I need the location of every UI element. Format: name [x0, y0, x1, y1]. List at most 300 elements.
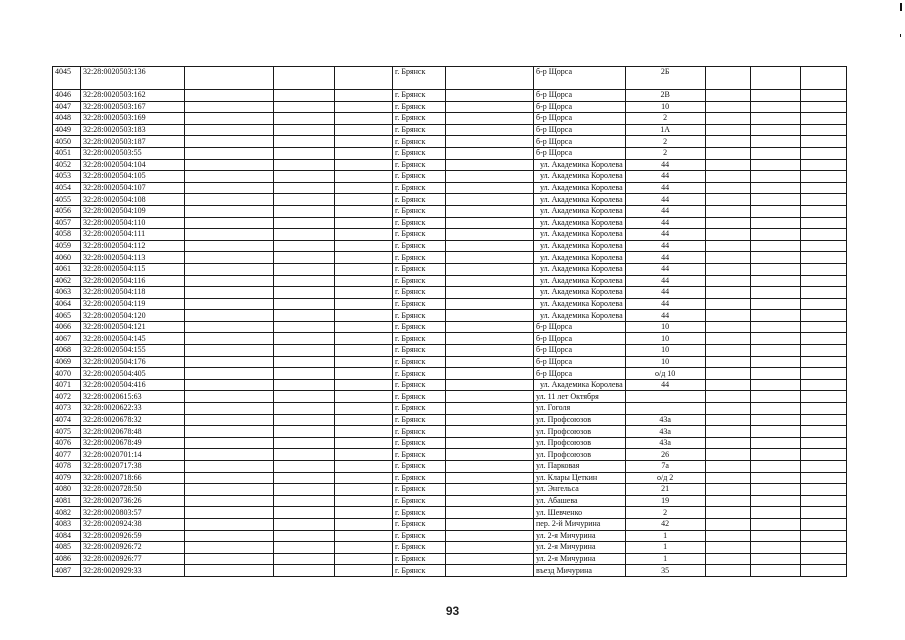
city-cell: г. Брянск: [393, 263, 446, 275]
empty-cell: [750, 542, 800, 554]
house-number-cell: 44: [625, 263, 705, 275]
cadastral-number: 32:28:0020736:26: [81, 495, 185, 507]
empty-cell: [274, 379, 335, 391]
empty-cell: [274, 252, 335, 264]
empty-cell: [705, 333, 750, 345]
empty-cell: [335, 159, 393, 171]
house-number-cell: 19: [625, 495, 705, 507]
empty-cell: [446, 437, 534, 449]
empty-cell: [446, 321, 534, 333]
empty-cell: [705, 194, 750, 206]
table-row: [53, 171, 847, 183]
city-cell: г. Брянск: [393, 182, 446, 194]
house-number-cell: 35: [625, 565, 705, 577]
empty-cell: [335, 507, 393, 519]
cadastral-number: 32:28:0020924:38: [81, 518, 185, 530]
street-cell: ул. Профсоюзов: [534, 437, 626, 449]
city-cell: г. Брянск: [393, 379, 446, 391]
empty-cell: [335, 205, 393, 217]
city-cell: г. Брянск: [393, 113, 446, 125]
empty-cell: [705, 113, 750, 125]
empty-cell: [335, 124, 393, 136]
empty-cell: [446, 287, 534, 299]
street-cell: ул. Академика Королева: [534, 229, 626, 241]
empty-cell: [274, 426, 335, 438]
empty-cell: [274, 229, 335, 241]
street-cell: ул. Академика Королева: [534, 217, 626, 229]
row-number: 4070: [53, 368, 81, 380]
empty-cell: [705, 101, 750, 113]
empty-cell: [335, 298, 393, 310]
empty-cell: [800, 194, 846, 206]
cadastral-number: 32:28:0020504:120: [81, 310, 185, 322]
row-number: 4077: [53, 449, 81, 461]
house-number-cell: 44: [625, 240, 705, 252]
cadastral-number: 32:28:0020926:59: [81, 530, 185, 542]
table-row: [53, 275, 847, 287]
house-number-cell: 1А: [625, 124, 705, 136]
empty-cell: [446, 518, 534, 530]
empty-cell: [705, 240, 750, 252]
empty-cell: [800, 252, 846, 264]
house-number-cell: 43а: [625, 437, 705, 449]
empty-cell: [185, 205, 274, 217]
empty-cell: [446, 310, 534, 322]
empty-cell: [800, 403, 846, 415]
house-number-cell: 2В: [625, 90, 705, 102]
table-row: [53, 530, 847, 542]
empty-cell: [446, 333, 534, 345]
empty-cell: [705, 565, 750, 577]
empty-cell: [335, 391, 393, 403]
empty-cell: [335, 321, 393, 333]
empty-cell: [274, 530, 335, 542]
city-cell: г. Брянск: [393, 518, 446, 530]
street-cell: б-р Щорса: [534, 113, 626, 125]
row-number: 4073: [53, 403, 81, 415]
empty-cell: [185, 67, 274, 90]
table-row: [53, 345, 847, 357]
empty-cell: [750, 321, 800, 333]
row-number: 4085: [53, 542, 81, 554]
cadastral-number: 32:28:0020503:169: [81, 113, 185, 125]
empty-cell: [274, 472, 335, 484]
house-number-cell: [625, 403, 705, 415]
street-cell: ул. Академика Королева: [534, 298, 626, 310]
table-row: [53, 403, 847, 415]
empty-cell: [185, 518, 274, 530]
street-cell: б-р Щорса: [534, 147, 626, 159]
cadastral-number: 32:28:0020615:63: [81, 391, 185, 403]
house-number-cell: о/д 10: [625, 368, 705, 380]
city-cell: г. Брянск: [393, 414, 446, 426]
empty-cell: [800, 263, 846, 275]
empty-cell: [446, 263, 534, 275]
house-number-cell: 1: [625, 553, 705, 565]
city-cell: г. Брянск: [393, 310, 446, 322]
empty-cell: [705, 379, 750, 391]
empty-cell: [800, 553, 846, 565]
house-number-cell: 44: [625, 159, 705, 171]
empty-cell: [750, 449, 800, 461]
house-number-cell: 26: [625, 449, 705, 461]
scan-edge-mark: [900, 3, 902, 11]
cadastral-number: 32:28:0020504:115: [81, 263, 185, 275]
house-number-cell: 43а: [625, 426, 705, 438]
street-cell: ул. Академика Королева: [534, 205, 626, 217]
house-number-cell: 21: [625, 484, 705, 496]
cadastral-number: 32:28:0020504:155: [81, 345, 185, 357]
empty-cell: [335, 379, 393, 391]
empty-cell: [274, 437, 335, 449]
empty-cell: [705, 205, 750, 217]
empty-cell: [335, 484, 393, 496]
empty-cell: [274, 310, 335, 322]
empty-cell: [274, 553, 335, 565]
empty-cell: [185, 90, 274, 102]
cadastral-number: 32:28:0020504:105: [81, 171, 185, 183]
registry-table: [52, 66, 847, 577]
cadastral-number: 32:28:0020503:183: [81, 124, 185, 136]
empty-cell: [274, 414, 335, 426]
empty-cell: [335, 113, 393, 125]
city-cell: г. Брянск: [393, 449, 446, 461]
empty-cell: [705, 124, 750, 136]
street-cell: ул. Профсоюзов: [534, 449, 626, 461]
street-cell: ул. Парковая: [534, 461, 626, 473]
empty-cell: [750, 217, 800, 229]
house-number-cell: 1: [625, 530, 705, 542]
empty-cell: [274, 194, 335, 206]
street-cell: б-р Щорса: [534, 101, 626, 113]
empty-cell: [274, 147, 335, 159]
empty-cell: [800, 542, 846, 554]
table-row: [53, 252, 847, 264]
empty-cell: [446, 205, 534, 217]
empty-cell: [185, 182, 274, 194]
empty-cell: [705, 484, 750, 496]
row-number: 4065: [53, 310, 81, 322]
empty-cell: [185, 263, 274, 275]
empty-cell: [750, 275, 800, 287]
row-number: 4059: [53, 240, 81, 252]
empty-cell: [705, 275, 750, 287]
registry-table-body: [53, 67, 847, 577]
row-number: 4064: [53, 298, 81, 310]
empty-cell: [750, 333, 800, 345]
empty-cell: [446, 229, 534, 241]
house-number-cell: 44: [625, 205, 705, 217]
city-cell: г. Брянск: [393, 298, 446, 310]
cadastral-number: 32:28:0020504:116: [81, 275, 185, 287]
empty-cell: [750, 101, 800, 113]
empty-cell: [185, 565, 274, 577]
empty-cell: [800, 437, 846, 449]
city-cell: г. Брянск: [393, 229, 446, 241]
table-row: [53, 333, 847, 345]
empty-cell: [446, 345, 534, 357]
empty-cell: [705, 426, 750, 438]
empty-cell: [274, 542, 335, 554]
row-number: 4054: [53, 182, 81, 194]
empty-cell: [446, 379, 534, 391]
empty-cell: [750, 391, 800, 403]
empty-cell: [750, 124, 800, 136]
empty-cell: [750, 530, 800, 542]
empty-cell: [750, 252, 800, 264]
cadastral-number: 32:28:0020504:118: [81, 287, 185, 299]
table-row: [53, 321, 847, 333]
empty-cell: [800, 368, 846, 380]
table-row: [53, 298, 847, 310]
table-row: [53, 101, 847, 113]
empty-cell: [750, 240, 800, 252]
empty-cell: [185, 426, 274, 438]
empty-cell: [335, 333, 393, 345]
table-row: [53, 159, 847, 171]
cadastral-number: 32:28:0020504:145: [81, 333, 185, 345]
empty-cell: [185, 507, 274, 519]
city-cell: г. Брянск: [393, 205, 446, 217]
empty-cell: [274, 391, 335, 403]
cadastral-number: 32:28:0020926:72: [81, 542, 185, 554]
empty-cell: [446, 565, 534, 577]
empty-cell: [800, 287, 846, 299]
row-number: 4080: [53, 484, 81, 496]
empty-cell: [274, 333, 335, 345]
empty-cell: [185, 542, 274, 554]
empty-cell: [750, 368, 800, 380]
cadastral-number: 32:28:0020728:50: [81, 484, 185, 496]
city-cell: г. Брянск: [393, 217, 446, 229]
empty-cell: [705, 217, 750, 229]
house-number-cell: 2: [625, 507, 705, 519]
empty-cell: [185, 275, 274, 287]
empty-cell: [800, 136, 846, 148]
cadastral-number: 32:28:0020678:49: [81, 437, 185, 449]
empty-cell: [750, 345, 800, 357]
city-cell: г. Брянск: [393, 484, 446, 496]
cadastral-number: 32:28:0020504:176: [81, 356, 185, 368]
empty-cell: [185, 437, 274, 449]
empty-cell: [705, 298, 750, 310]
empty-cell: [185, 356, 274, 368]
city-cell: г. Брянск: [393, 240, 446, 252]
empty-cell: [274, 217, 335, 229]
table-row: [53, 426, 847, 438]
cadastral-number: 32:28:0020504:111: [81, 229, 185, 241]
house-number-cell: 10: [625, 321, 705, 333]
street-cell: ул. 11 лет Октября: [534, 391, 626, 403]
empty-cell: [446, 136, 534, 148]
city-cell: г. Брянск: [393, 171, 446, 183]
city-cell: г. Брянск: [393, 252, 446, 264]
empty-cell: [185, 472, 274, 484]
cadastral-number: 32:28:0020717:38: [81, 461, 185, 473]
street-cell: ул. Энгельса: [534, 484, 626, 496]
empty-cell: [800, 67, 846, 90]
empty-cell: [274, 124, 335, 136]
empty-cell: [335, 67, 393, 90]
empty-cell: [705, 182, 750, 194]
row-number: 4051: [53, 147, 81, 159]
empty-cell: [705, 414, 750, 426]
empty-cell: [274, 263, 335, 275]
city-cell: г. Брянск: [393, 391, 446, 403]
empty-cell: [185, 240, 274, 252]
empty-cell: [750, 553, 800, 565]
empty-cell: [705, 147, 750, 159]
table-row: [53, 310, 847, 322]
empty-cell: [185, 553, 274, 565]
empty-cell: [335, 101, 393, 113]
house-number-cell: 44: [625, 287, 705, 299]
city-cell: г. Брянск: [393, 194, 446, 206]
empty-cell: [274, 182, 335, 194]
empty-cell: [335, 461, 393, 473]
empty-cell: [800, 90, 846, 102]
empty-cell: [274, 495, 335, 507]
empty-cell: [185, 449, 274, 461]
scan-edge-mark: [900, 34, 901, 37]
street-cell: ул. Профсоюзов: [534, 426, 626, 438]
empty-cell: [800, 345, 846, 357]
city-cell: г. Брянск: [393, 321, 446, 333]
empty-cell: [705, 518, 750, 530]
house-number-cell: 2Б: [625, 67, 705, 90]
house-number-cell: 44: [625, 379, 705, 391]
empty-cell: [705, 159, 750, 171]
empty-cell: [335, 345, 393, 357]
row-number: 4066: [53, 321, 81, 333]
empty-cell: [705, 403, 750, 415]
empty-cell: [446, 507, 534, 519]
empty-cell: [800, 182, 846, 194]
street-cell: ул. Гоголя: [534, 403, 626, 415]
empty-cell: [705, 530, 750, 542]
cadastral-number: 32:28:0020504:104: [81, 159, 185, 171]
cadastral-number: 32:28:0020503:162: [81, 90, 185, 102]
row-number: 4081: [53, 495, 81, 507]
empty-cell: [705, 437, 750, 449]
row-number: 4076: [53, 437, 81, 449]
city-cell: г. Брянск: [393, 507, 446, 519]
street-cell: ул. Академика Королева: [534, 275, 626, 287]
street-cell: ул. 2-я Мичурина: [534, 530, 626, 542]
empty-cell: [446, 252, 534, 264]
empty-cell: [446, 403, 534, 415]
cadastral-number: 32:28:0020622:33: [81, 403, 185, 415]
empty-cell: [446, 530, 534, 542]
table-row: [53, 472, 847, 484]
empty-cell: [446, 194, 534, 206]
empty-cell: [185, 530, 274, 542]
empty-cell: [705, 263, 750, 275]
empty-cell: [750, 171, 800, 183]
empty-cell: [335, 437, 393, 449]
street-cell: ул. Академика Королева: [534, 171, 626, 183]
empty-cell: [185, 194, 274, 206]
empty-cell: [750, 310, 800, 322]
empty-cell: [750, 472, 800, 484]
empty-cell: [274, 205, 335, 217]
row-number: 4074: [53, 414, 81, 426]
street-cell: ул. Шевченко: [534, 507, 626, 519]
street-cell: б-р Щорса: [534, 368, 626, 380]
house-number-cell: о/д 2: [625, 472, 705, 484]
row-number: 4068: [53, 345, 81, 357]
empty-cell: [335, 263, 393, 275]
row-number: 4055: [53, 194, 81, 206]
empty-cell: [750, 263, 800, 275]
street-cell: б-р Щорса: [534, 345, 626, 357]
empty-cell: [800, 298, 846, 310]
street-cell: ул. Академика Королева: [534, 263, 626, 275]
empty-cell: [800, 217, 846, 229]
table-row: [53, 136, 847, 148]
table-row: [53, 553, 847, 565]
table-row: [53, 368, 847, 380]
empty-cell: [705, 67, 750, 90]
empty-cell: [185, 495, 274, 507]
row-number: 4086: [53, 553, 81, 565]
cadastral-number: 32:28:0020504:112: [81, 240, 185, 252]
table-row: [53, 263, 847, 275]
empty-cell: [800, 310, 846, 322]
house-number-cell: 44: [625, 275, 705, 287]
empty-cell: [274, 90, 335, 102]
house-number-cell: 2: [625, 147, 705, 159]
house-number-cell: 10: [625, 333, 705, 345]
cadastral-number: 32:28:0020504:113: [81, 252, 185, 264]
house-number-cell: 44: [625, 310, 705, 322]
empty-cell: [446, 124, 534, 136]
empty-cell: [335, 182, 393, 194]
empty-cell: [800, 472, 846, 484]
house-number-cell: 44: [625, 252, 705, 264]
row-number: 4060: [53, 252, 81, 264]
street-cell: б-р Щорса: [534, 136, 626, 148]
empty-cell: [800, 205, 846, 217]
city-cell: г. Брянск: [393, 136, 446, 148]
cadastral-number: 32:28:0020678:32: [81, 414, 185, 426]
empty-cell: [446, 484, 534, 496]
row-number: 4087: [53, 565, 81, 577]
empty-cell: [446, 90, 534, 102]
empty-cell: [274, 518, 335, 530]
empty-cell: [705, 472, 750, 484]
empty-cell: [750, 565, 800, 577]
street-cell: ул. Академика Королева: [534, 159, 626, 171]
empty-cell: [705, 553, 750, 565]
cadastral-number: 32:28:0020926:77: [81, 553, 185, 565]
empty-cell: [800, 229, 846, 241]
empty-cell: [705, 321, 750, 333]
empty-cell: [274, 113, 335, 125]
city-cell: г. Брянск: [393, 530, 446, 542]
empty-cell: [185, 414, 274, 426]
cadastral-number: 32:28:0020718:66: [81, 472, 185, 484]
empty-cell: [705, 310, 750, 322]
row-number: 4049: [53, 124, 81, 136]
empty-cell: [800, 356, 846, 368]
row-number: 4075: [53, 426, 81, 438]
empty-cell: [185, 159, 274, 171]
empty-cell: [335, 90, 393, 102]
empty-cell: [335, 287, 393, 299]
empty-cell: [335, 472, 393, 484]
row-number: 4084: [53, 530, 81, 542]
